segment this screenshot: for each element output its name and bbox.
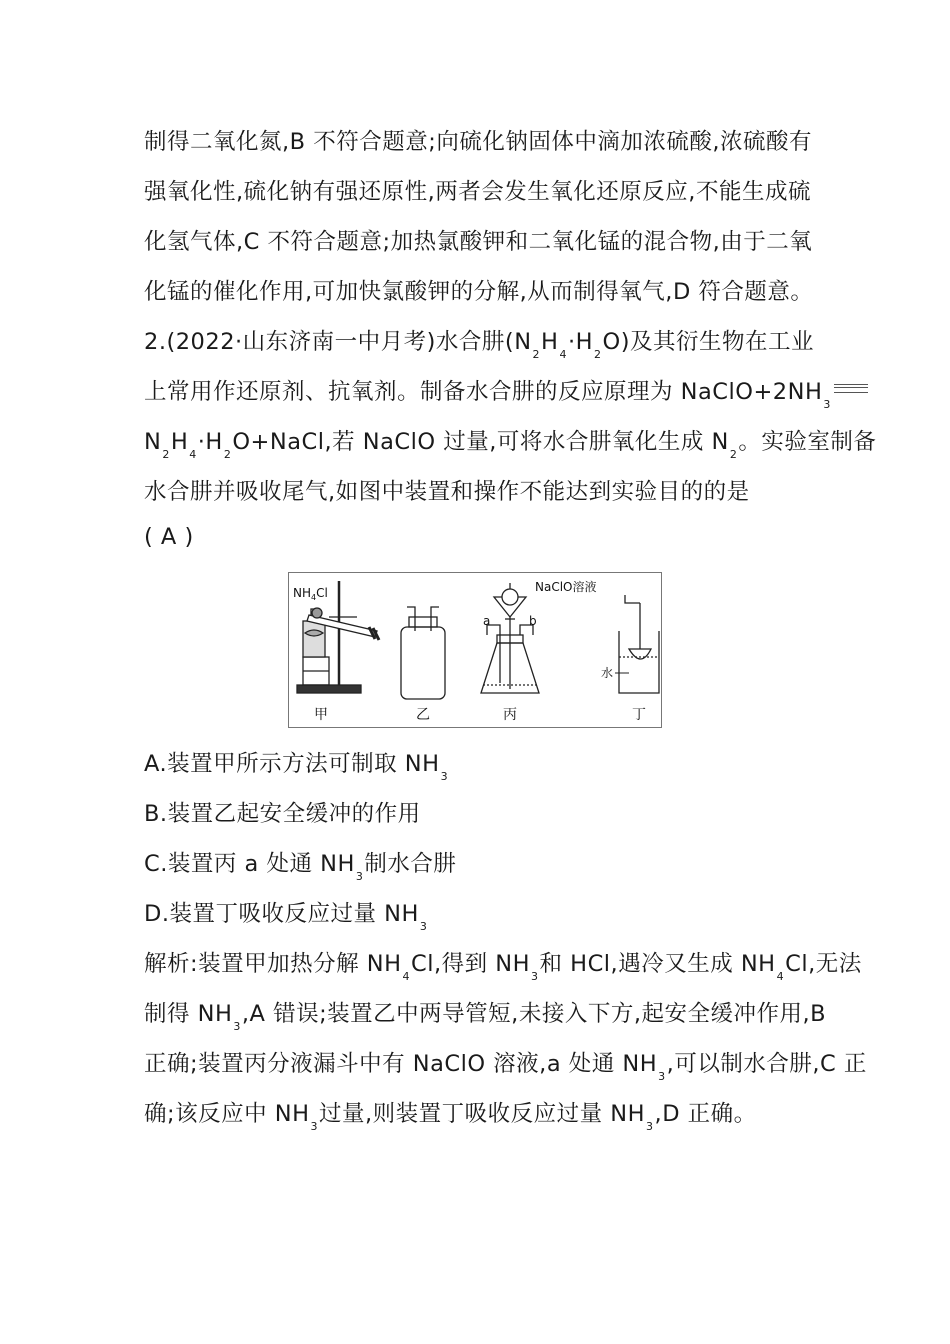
question-line-2	[144, 374, 868, 411]
text: 过量,则装置丁吸收反应过量 NH	[318, 1101, 646, 1127]
subscript: 3	[419, 920, 428, 933]
apparatus-yi	[401, 607, 445, 699]
text: 确;该反应中 NH	[144, 1101, 310, 1127]
text: N	[144, 429, 162, 455]
analysis-line-2	[144, 996, 827, 1033]
text: 和 HCl,遇冷又生成 NH	[539, 951, 776, 977]
text: O)及其衍生物在工业	[602, 329, 815, 355]
text: H	[541, 329, 559, 355]
option-d	[144, 896, 428, 933]
paragraph-line-2: 强氧化性,硫化钠有强还原性,两者会发生氧化还原反应,不能生成硫	[144, 179, 811, 205]
subscript: 2	[594, 348, 602, 361]
subscript: 3	[531, 970, 539, 983]
option-a	[144, 746, 449, 783]
question-line-1	[144, 324, 815, 361]
subscript: 3	[233, 1020, 241, 1033]
text: 制得 NH	[144, 1001, 233, 1027]
caption-jia: 甲	[314, 707, 328, 723]
paragraph-line-4: 化锰的催化作用,可加快氯酸钾的分解,从而制得氧气,D 符合题意。	[144, 279, 814, 305]
apparatus-drawing	[289, 573, 661, 727]
subscript: 2	[532, 348, 541, 361]
analysis-line-1	[144, 946, 862, 983]
paragraph-line-3: 化氢气体,C 不符合题意;加热氯酸钾和二氧化锰的混合物,由于二氧	[144, 229, 813, 255]
option-c	[144, 846, 457, 883]
port-b-label: b	[529, 614, 537, 628]
equal-sign	[834, 384, 868, 393]
text: O+NaCl,若 NaClO 过量,可将水合肼氧化生成 N	[232, 429, 729, 455]
text: 。实验室制备	[738, 429, 877, 455]
apparatus-ding	[619, 595, 659, 693]
text: 解析:装置甲加热分解 NH	[144, 951, 402, 977]
text: ,D 正确。	[654, 1101, 757, 1127]
caption-bing: 丙	[503, 707, 517, 723]
text: 正确;装置丙分液漏斗中有 NaClO 溶液,a 处通 NH	[144, 1051, 658, 1077]
question-line-4: 水合肼并吸收尾气,如图中装置和操作不能达到实验目的的是	[144, 479, 750, 505]
subscript: 3	[310, 1120, 318, 1133]
subscript: 3	[440, 770, 449, 783]
text: ·H	[197, 429, 223, 455]
text: Cl,无法	[785, 951, 862, 977]
subscript: 3	[823, 398, 831, 411]
text: 制水合肼	[364, 851, 457, 877]
text: A.装置甲所示方法可制取 NH	[144, 751, 440, 777]
analysis-line-4	[144, 1096, 757, 1133]
subscript: 3	[355, 870, 364, 883]
caption-ding: 丁	[632, 707, 646, 723]
subscript: 2	[223, 448, 232, 461]
naclo-label: NaClO溶液	[535, 580, 597, 594]
text: 上常用作还原剂、抗氧剂。制备水合肼的反应原理为 NaClO+2NH	[144, 379, 823, 405]
analysis-line-3	[144, 1046, 867, 1083]
subscript: 3	[646, 1120, 654, 1133]
apparatus-figure	[288, 572, 662, 728]
text: ,A 错误;装置乙中两导管短,未接入下方,起安全缓冲作用,B	[241, 1001, 827, 1027]
subscript: 4	[559, 348, 567, 361]
option-b: B.装置乙起安全缓冲的作用	[144, 801, 421, 827]
subscript: 4	[402, 970, 410, 983]
paragraph-line-1: 制得二氧化氮,B 不符合题意;向硫化钠固体中滴加浓硫酸,浓硫酸有	[144, 129, 812, 155]
text: D.装置丁吸收反应过量 NH	[144, 901, 419, 927]
question-line-3	[144, 424, 877, 461]
apparatus-bing	[481, 583, 539, 693]
text: Cl,得到 NH	[410, 951, 531, 977]
water-label: 水	[601, 666, 614, 680]
port-a-label: a	[483, 614, 491, 628]
subscript: 2	[162, 448, 170, 461]
caption-yi: 乙	[416, 707, 430, 723]
subscript: 3	[658, 1070, 666, 1083]
subscript: 4	[776, 970, 785, 983]
text: 2.(2022·山东济南一中月考)水合肼(N	[144, 329, 532, 355]
answer-choice: ( A )	[144, 524, 194, 550]
text: C.装置丙 a 处通 NH	[144, 851, 355, 877]
text: ,可以制水合肼,C 正	[666, 1051, 867, 1077]
text: ·H	[567, 329, 594, 355]
subscript: 2	[729, 448, 738, 461]
subscript: 4	[189, 448, 197, 461]
text: H	[170, 429, 189, 455]
nh4cl-label: $NH_4Cl$	[293, 586, 328, 602]
